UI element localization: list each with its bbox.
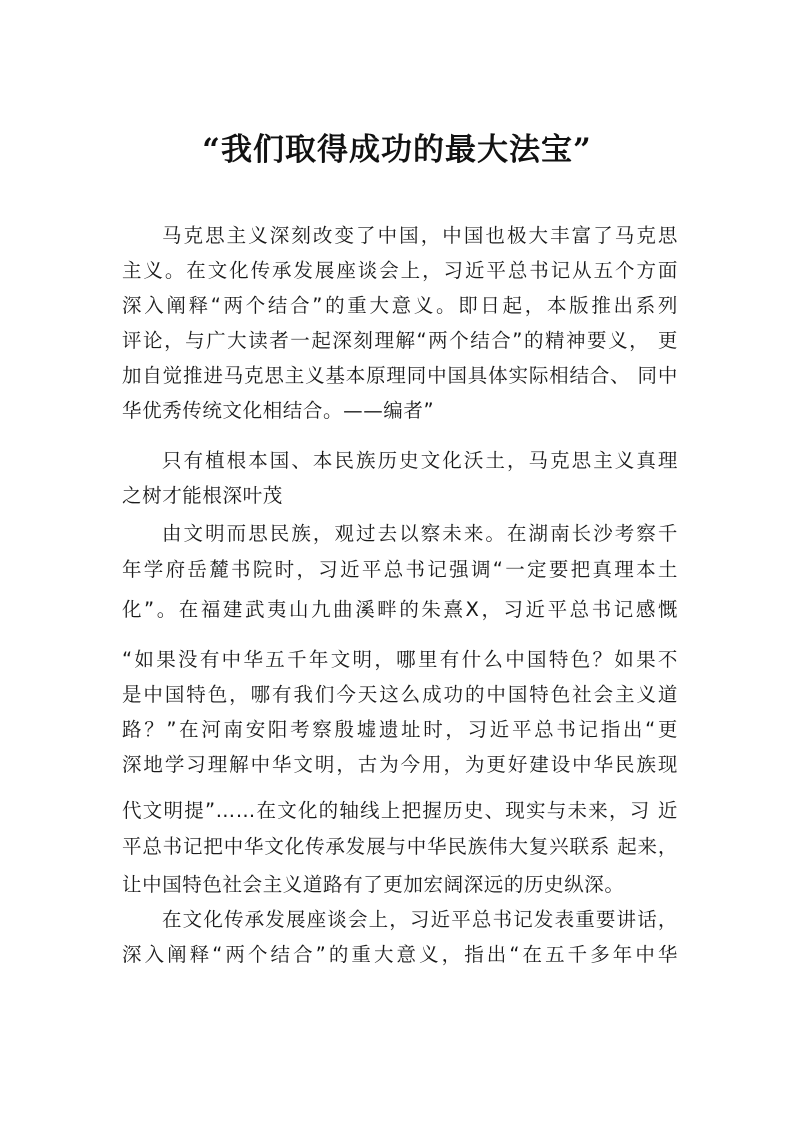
text-line: 化”。在福建武夷山九曲溪畔的朱熹X，习近平总书记感慨	[122, 598, 678, 621]
text-line: 马克思主义深刻改变了中国，中国也极大丰富了马克思	[162, 224, 678, 247]
text-line: 路？”在河南安阳考察殷墟遗址时，习近平总书记指出“更	[122, 718, 678, 741]
text-line: 由文明而思民族，观过去以察未来。在湖南长沙考察千	[162, 522, 678, 545]
text-line: 之树才能根深叶茂	[122, 484, 283, 507]
text-line: 年学府岳麓书院时，习近平总书记强调“一定要把真理本土	[122, 558, 678, 581]
text-line: 在文化传承发展座谈会上，习近平总书记发表重要讲话，	[162, 908, 678, 931]
text-line: 深入阐释“两个结合”的重大意义，指出“在五千多年中华	[122, 943, 678, 966]
text-line: “如果没有中华五千年文明，哪里有什么中国特色？如果不	[122, 648, 678, 671]
text-line: 是中国特色，哪有我们今天这么成功的中国特色社会主义道	[122, 683, 678, 706]
text-line: 主义。在文化传承发展座谈会上，习近平总书记从五个方面	[122, 259, 678, 282]
text-line: 深入阐释“两个结合”的重大意义。即日起，本版推出系列	[122, 294, 678, 317]
text-line: 让中国特色社会主义道路有了更加宏阔深远的历史纵深。	[122, 873, 625, 896]
text-line: 只有植根本国、本民族历史文化沃土，马克思主义真理	[162, 449, 678, 472]
text-line: 华优秀传统文化相结合。——编者”	[122, 399, 435, 422]
text-line: 深地学习理解中华文明，古为今用，为更好建设中华民族现	[122, 753, 678, 776]
text-line: 代文明提”……在文化的轴线上把握历史、现实与未来，习 近	[122, 799, 678, 822]
document-title: “我们取得成功的最大法宝”	[202, 132, 592, 168]
text-line: 平总书记把中华文化传承发展与中华民族伟大复兴联系 起来，	[122, 835, 678, 858]
text-line: 评论，与广大读者一起深刻理解“两个结合”的精神要义， 更	[122, 329, 679, 352]
text-line: 加自觉推进马克思主义基本原理同中国具体实际相结合、 同中	[122, 364, 678, 387]
